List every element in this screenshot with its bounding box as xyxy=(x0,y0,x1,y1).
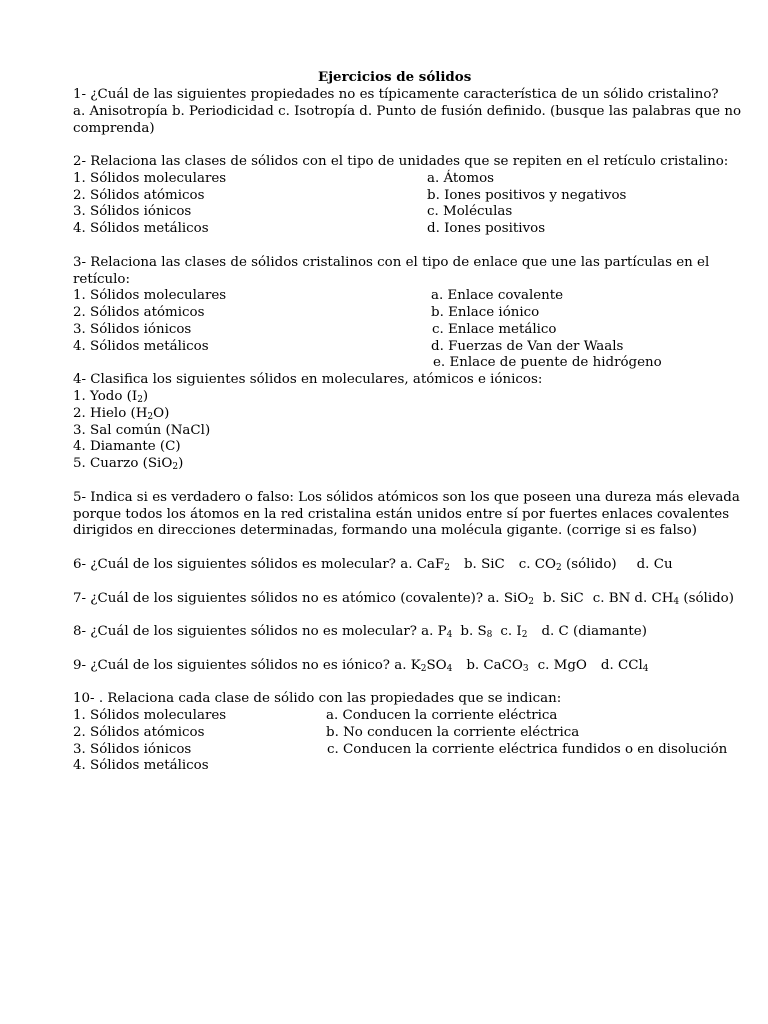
q10-prompt: 10- . Relaciona cada clase de sólido con las propiedades que se indican: xyxy=(73,691,562,706)
q4-prompt: 4- Clasifica los siguientes sólidos en moleculares, atómicos e iónicos: xyxy=(73,372,543,387)
q2-left-item: 3. Sólidos iónicos xyxy=(73,204,192,219)
q4-item: 1. Yodo $(I_2)$ xyxy=(73,389,149,405)
q9-line: 9- ¿Cuál de los siguientes sólidos no es iónico? a. $K_2SO_4$ b. CaCO$_3$ c. MgO d. CCl$_4$ xyxy=(73,658,649,674)
q5-text: dirigidos en direcciones determinadas, formando una molécula gigante. (corrige si es falso) xyxy=(73,523,697,538)
q10-left-item: 2. Sólidos atómicos xyxy=(73,725,205,740)
q4-item: 2. Hielo $(H_2O)$ xyxy=(73,406,170,422)
q4-item: 3. Sal común (NaCl) xyxy=(73,423,211,438)
q2-left-item: 4. Sólidos metálicos xyxy=(73,221,209,236)
q2-left-item: 2. Sólidos atómicos xyxy=(73,188,205,203)
q10-left-item: 1. Sólidos moleculares xyxy=(73,708,227,723)
q4-item: 4. Diamante (C) xyxy=(73,439,181,454)
q2-prompt: 2- Relaciona las clases de sólidos con el tipo de unidades que se repiten en el retículo cristalino: xyxy=(73,154,729,169)
q3-left-item: 2. Sólidos atómicos xyxy=(73,305,205,320)
q2-right-item: b. Iones positivos y negativos xyxy=(427,188,627,203)
q3-prompt-cont: retículo: xyxy=(73,272,130,287)
q1-options: a. Anisotropía b. Periodicidad c. Isotropía d. Punto de fusión definido. (busque las palabras que no xyxy=(73,104,742,119)
q7-line: 7- ¿Cuál de los siguientes sólidos no es atómico (covalente)? a. SiO$_2$ b. SiC c. BN d. $CH_4$ (sólido) xyxy=(73,591,734,607)
q2-right-item: c. Moléculas xyxy=(427,204,513,219)
q4-item: 5. Cuarzo (SiO$_2$) xyxy=(73,456,184,472)
q2-right-item: a. Átomos xyxy=(427,171,495,186)
q5-text: 5- Indica si es verdadero o falso: Los sólidos atómicos son los que poseen una dureza más elevada xyxy=(73,490,740,505)
q2-right-item: d. Iones positivos xyxy=(427,221,546,236)
q1-options-cont: comprenda) xyxy=(73,121,155,136)
q3-right-item: e. Enlace de puente de hidrógeno xyxy=(433,355,662,370)
q1-prompt: 1- ¿Cuál de las siguientes propiedades no es típicamente característica de un sólido cristalino? xyxy=(73,87,719,102)
q3-left-item: 3. Sólidos iónicos xyxy=(73,322,192,337)
q8-line: 8- ¿Cuál de los siguientes sólidos no es molecular? a. $P_4$ b. $S_8$ c. $I_2$ d. C (diamante) xyxy=(73,624,647,640)
q6-line: 6- ¿Cuál de los siguientes sólidos es molecular? a. CaF$_2$ b. SiC c. $CO_2$ (sólido) d. Cu xyxy=(73,557,673,573)
q10-left-item: 3. Sólidos iónicos xyxy=(73,742,192,757)
q3-right-item: a. Enlace covalente xyxy=(431,288,564,303)
q3-left-item: 1. Sólidos moleculares xyxy=(73,288,227,303)
q10-right-item: a. Conducen la corriente eléctrica xyxy=(326,708,558,723)
q3-left-item: 4. Sólidos metálicos xyxy=(73,339,209,354)
q3-prompt: 3- Relaciona las clases de sólidos cristalinos con el tipo de enlace que une las partículas en el xyxy=(73,255,710,270)
q10-right-item: b. No conducen la corriente eléctrica xyxy=(326,725,580,740)
q10-right-item: c. Conducen la corriente eléctrica fundidos o en disolución xyxy=(327,742,728,757)
q3-right-item: b. Enlace iónico xyxy=(431,305,540,320)
q10-left-item: 4. Sólidos metálicos xyxy=(73,758,209,773)
page-title: Ejercicios de sólidos xyxy=(318,69,472,85)
q2-left-item: 1. Sólidos moleculares xyxy=(73,171,227,186)
q5-text: porque todos los átomos en la red cristalina están unidos entre sí por fuertes enlaces covalentes xyxy=(73,507,730,522)
q3-right-item: c. Enlace metálico xyxy=(432,322,557,337)
q3-right-item: d. Fuerzas de Van der Waals xyxy=(431,339,624,354)
